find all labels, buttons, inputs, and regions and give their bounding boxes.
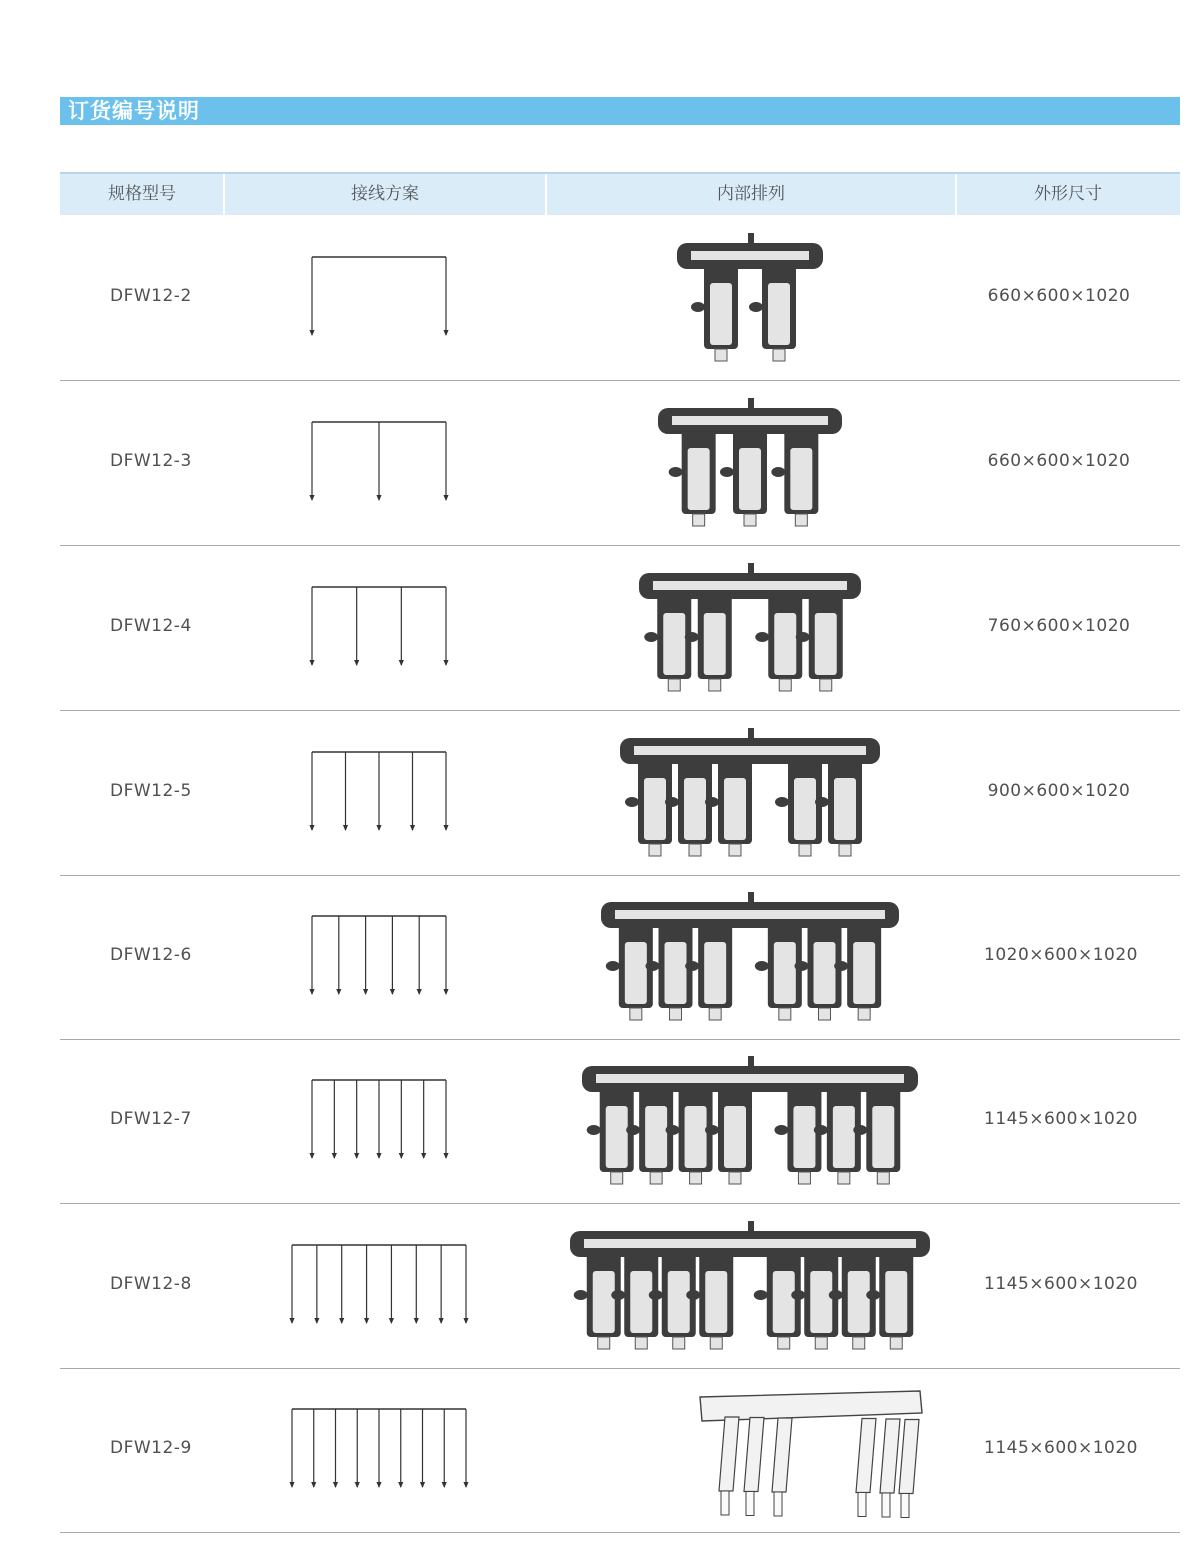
wiring-arrow [410,825,415,831]
wiring-arrow [309,495,314,501]
table-row [60,710,1180,876]
switch-unit [774,1086,821,1184]
wiring-arrow [376,825,381,831]
wiring-diagram [300,545,500,685]
header-layout: 内部排列 [717,184,785,204]
switch-unit [644,593,691,691]
model-cell: DFW12-2 [110,286,192,306]
switch-unit [705,758,752,856]
table-row [60,874,1180,1040]
section-title: 订货编号说明 [68,99,200,123]
wiring-arrow [339,1318,344,1324]
wiring-arrow [414,1318,419,1324]
switch-unit [771,428,818,526]
switch-unit [685,593,732,691]
wiring-arrow [309,330,314,336]
dimensions-cell: 1145×600×1020 [984,1274,1138,1294]
switch-unit [755,922,802,1020]
wiring-diagram [280,1203,480,1343]
table-row [60,1367,1180,1533]
wiring-arrow [443,989,448,995]
internal-layout-diagram [550,1369,950,1529]
busbar-top-lug [748,1056,754,1066]
wiring-arrow [420,1482,425,1488]
switch-unit [720,428,767,526]
table-row [60,380,1180,546]
dimensions-cell: 760×600×1020 [987,616,1131,636]
header-dimensions: 外形尺寸 [1034,184,1102,204]
switch-unit [754,1251,801,1349]
busbar-top-lug [748,728,754,738]
wiring-arrow [311,1482,316,1488]
wiring-arrow [343,825,348,831]
wiring-arrow [443,495,448,501]
wiring-diagram [300,215,500,355]
switch-unit [606,922,653,1020]
dimensions-cell: 1020×600×1020 [984,945,1138,965]
busbar-top-lug [748,563,754,573]
model-cell: DFW12-8 [110,1274,192,1294]
internal-layout-diagram [550,1205,950,1365]
model-cell: DFW12-3 [110,451,192,471]
header-wiring: 接线方案 [351,184,419,204]
wiring-arrow [443,825,448,831]
wiring-arrow [309,1153,314,1159]
busbar-core [596,1074,904,1083]
switch-unit [755,593,802,691]
wiring-arrow [364,1318,369,1324]
wiring-arrow [443,330,448,336]
wiring-arrow [399,1153,404,1159]
wiring-arrow [309,825,314,831]
internal-layout-diagram [550,876,950,1036]
wiring-diagram [300,1038,500,1178]
wiring-arrow [443,1153,448,1159]
switch-unit [587,1086,634,1184]
table-row [60,545,1180,711]
wiring-arrow [443,660,448,666]
wiring-diagram [300,710,500,850]
model-cell: DFW12-7 [110,1109,192,1129]
wiring-arrow [354,660,359,666]
model-cell: DFW12-9 [110,1438,192,1458]
table-row [60,1038,1180,1204]
busbar-top-lug [748,892,754,902]
wiring-arrow [309,660,314,666]
dimensions-cell: 1145×600×1020 [984,1109,1138,1129]
wiring-arrow [376,1153,381,1159]
busbar-core [584,1239,916,1248]
wiring-arrow [289,1318,294,1324]
dimensions-cell: 660×600×1020 [987,451,1131,471]
dimensions-cell: 900×600×1020 [987,781,1131,801]
wiring-arrow [376,495,381,501]
wiring-diagram [300,874,500,1014]
wiring-diagram [300,380,500,520]
internal-layout-diagram [550,1040,950,1200]
wiring-arrow [439,1318,444,1324]
wiring-arrow [398,1482,403,1488]
internal-layout-diagram [550,382,950,542]
busbar-top-lug [748,233,754,243]
switch-unit [625,758,672,856]
wiring-arrow [314,1318,319,1324]
wiring-arrow [421,1153,426,1159]
wiring-arrow [442,1482,447,1488]
table-row [60,215,1180,381]
switch-unit [796,593,843,691]
busbar-top-lug [748,398,754,408]
wiring-arrow [389,1318,394,1324]
wiring-arrow [336,989,341,995]
switch-unit [665,758,712,856]
dimensions-cell: 1145×600×1020 [984,1438,1138,1458]
switch-unit [669,428,716,526]
wiring-arrow [417,989,422,995]
wiring-arrow [309,989,314,995]
wiring-arrow [463,1318,468,1324]
internal-layout-diagram [550,712,950,872]
wiring-arrow [376,1482,381,1488]
busbar-core [653,581,847,590]
dimensions-cell: 660×600×1020 [987,286,1131,306]
model-cell: DFW12-6 [110,945,192,965]
internal-layout-diagram [550,217,950,377]
wiring-arrow [332,1153,337,1159]
table-row [60,1203,1180,1369]
switch-unit [749,263,796,361]
switch-unit [574,1251,621,1349]
wiring-arrow [463,1482,468,1488]
busbar-core [691,251,809,260]
header-model: 规格型号 [108,184,176,204]
switch-unit [775,758,822,856]
section-title-bar [60,97,1180,125]
busbar-core [615,910,885,919]
busbar-core [672,416,828,425]
wiring-arrow [399,660,404,666]
wiring-arrow [289,1482,294,1488]
table-header [60,172,1180,215]
internal-layout-diagram [550,547,950,707]
wiring-diagram [280,1367,480,1507]
busbar-top-lug [748,1221,754,1231]
wiring-arrow [390,989,395,995]
wiring-arrow [355,1482,360,1488]
model-cell: DFW12-4 [110,616,192,636]
wiring-arrow [354,1153,359,1159]
wiring-arrow [333,1482,338,1488]
switch-unit [815,758,862,856]
isometric-assembly [700,1391,922,1518]
busbar-core [634,746,866,755]
switch-unit [691,263,738,361]
model-cell: DFW12-5 [110,781,192,801]
wiring-arrow [363,989,368,995]
